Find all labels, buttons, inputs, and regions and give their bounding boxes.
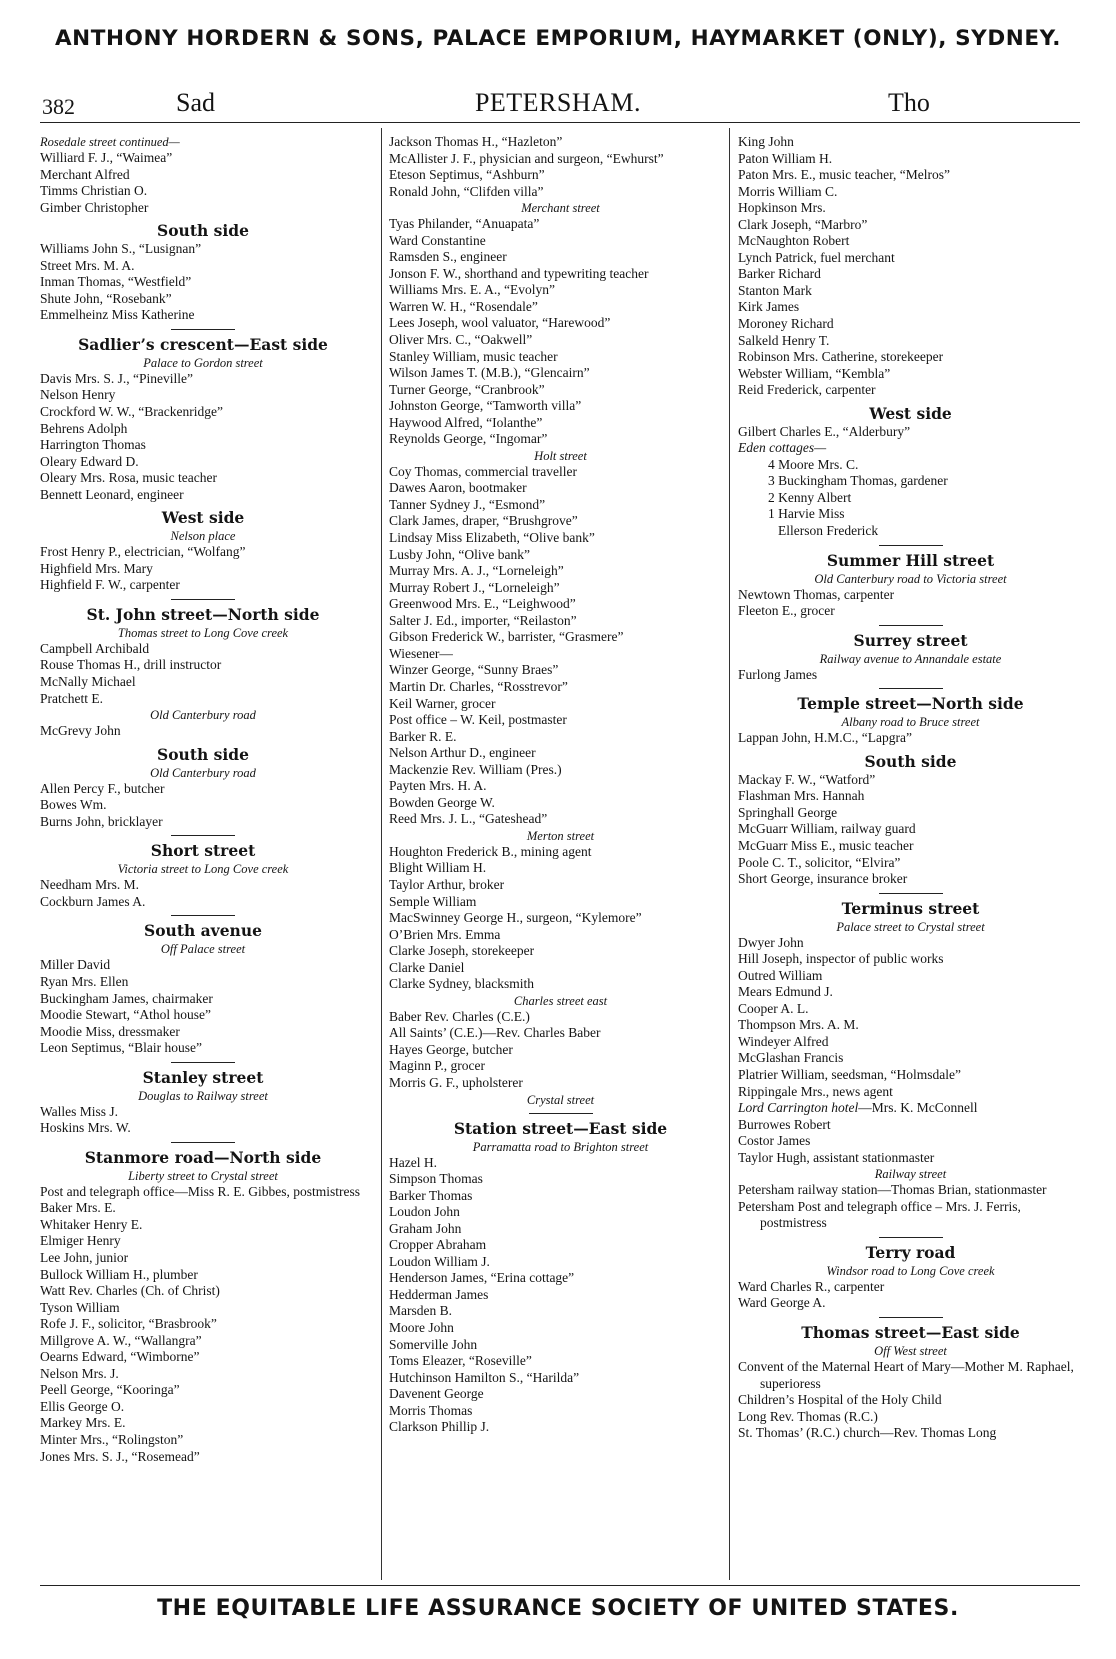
directory-entry: Stanley William, music teacher — [389, 348, 558, 364]
section-separator — [879, 625, 943, 626]
directory-entry: Merchant Alfred — [40, 166, 130, 182]
directory-entry: Moodie Stewart, “Athol house” — [40, 1007, 211, 1023]
directory-entry: Ellerson Frederick — [778, 523, 879, 539]
street-subheading: Holt street — [534, 448, 587, 463]
directory-entry: Rouse Thomas H., drill instructor — [40, 657, 222, 673]
directory-entry: Cockburn James A. — [40, 893, 146, 909]
directory-entry: Watt Rev. Charles (Ch. of Christ) — [40, 1283, 220, 1299]
directory-entry: Loudon William J. — [389, 1253, 490, 1269]
street-subheading: Palace to Gordon street — [143, 355, 263, 370]
street-subheading: Albany road to Bruce street — [841, 715, 980, 730]
directory-entry: Whitaker Henry E. — [40, 1216, 143, 1232]
directory-entry: McAllister J. F., physician and surgeon, “Ewhurst” — [389, 150, 664, 166]
directory-entry: Blight William H. — [389, 860, 487, 876]
directory-entry: Webster William, “Kembla” — [738, 365, 891, 381]
street-heading: Terry road — [865, 1242, 956, 1262]
directory-entry: Buckingham James, chairmaker — [40, 990, 213, 1006]
directory-entry: Ward George A. — [738, 1295, 826, 1311]
directory-entry: Needham Mrs. M. — [40, 877, 139, 893]
street-subheading: Off Palace street — [160, 942, 246, 957]
directory-entry: Winzer George, “Sunny Braes” — [389, 662, 559, 678]
directory-entry: Lord Carrington hotel—Mrs. K. McConnell — [738, 1100, 978, 1116]
directory-entry: Lusby John, “Olive bank” — [389, 546, 530, 562]
directory-entry: Highfield F. W., carpenter — [40, 577, 180, 593]
directory-entry: Outred William — [738, 967, 823, 983]
directory-entry: Marsden B. — [389, 1303, 452, 1319]
directory-entry: Salter J. Ed., importer, “Reilaston” — [389, 612, 577, 628]
directory-entry: Moore John — [389, 1320, 454, 1335]
directory-entry: Clarke Daniel — [389, 959, 465, 975]
directory-entry: Shute John, “Rosebank” — [40, 290, 172, 306]
street-subheading: Railway avenue to Annandale estate — [819, 651, 1002, 666]
directory-entry: Barker Thomas — [389, 1187, 473, 1203]
street-subheading: Crystal street — [526, 1092, 595, 1107]
street-subheading: Merchant street — [521, 201, 600, 216]
street-subheading: Douglas to Railway street — [138, 1088, 268, 1103]
directory-entry: Toms Eleazer, “Roseville” — [389, 1353, 532, 1369]
directory-entry: Clarke Sydney, blacksmith — [389, 976, 534, 992]
directory-entry: Henderson James, “Erina cottage” — [389, 1270, 575, 1286]
directory-entry: Lappan John, H.M.C., “Lapgra” — [738, 730, 912, 746]
directory-entry: Moroney Richard — [738, 316, 834, 332]
directory-entry: Post office – W. Keil, postmaster — [389, 712, 567, 728]
directory-entry: Salkeld Henry T. — [738, 332, 830, 348]
directory-entry: Ronald John, “Clifden villa” — [389, 183, 544, 199]
directory-entry: Oleary Mrs. Rosa, music teacher — [40, 470, 217, 486]
directory-entry: Platrier William, seedsman, “Holmsdale” — [738, 1066, 962, 1082]
locality-heading: PETERSHAM. — [474, 88, 642, 117]
street-heading: Station street—East side — [453, 1118, 668, 1138]
section-separator — [171, 915, 235, 916]
directory-entry: Cropper Abraham — [389, 1237, 487, 1253]
directory-entry: Cooper A. L. — [738, 1000, 809, 1016]
directory-entry: Baber Rev. Charles (C.E.) — [389, 1008, 530, 1024]
directory-entry: Timms Christian O. — [40, 183, 148, 199]
street-subheading: Old Canterbury road — [150, 765, 256, 780]
directory-entry: Murray Mrs. A. J., “Lorneleigh” — [389, 563, 564, 579]
section-separator — [879, 1317, 943, 1318]
directory-entry: Murray Robert J., “Lorneleigh” — [389, 579, 560, 595]
directory-entry: Tanner Sydney J., “Esmond” — [389, 496, 546, 512]
directory-entry: Thompson Mrs. A. M. — [738, 1017, 859, 1033]
section-separator — [529, 1113, 593, 1114]
directory-entry: Reynolds George, “Ingomar” — [389, 431, 548, 447]
directory-entry: Ward Charles R., carpenter — [738, 1278, 885, 1294]
directory-entry: Rofe J. F., solicitor, “Brasbrook” — [40, 1316, 217, 1332]
directory-entry: Taylor Hugh, assistant stationmaster — [738, 1149, 935, 1165]
section-separator — [171, 329, 235, 330]
street-subheading: Railway street — [874, 1167, 947, 1182]
directory-entry: Oearns Edward, “Wimborne” — [40, 1349, 200, 1365]
directory-entry: Dwyer John — [738, 934, 804, 950]
directory-entry: Markey Mrs. E. — [40, 1415, 126, 1431]
street-heading: St. John street—North side — [86, 604, 320, 624]
street-subheading: Windsor road to Long Cove creek — [826, 1263, 995, 1278]
directory-entry: Clark Joseph, “Marbro” — [738, 216, 868, 232]
directory-entry: Morris William C. — [738, 183, 838, 199]
directory-entry: Nelson Arthur D., engineer — [389, 745, 536, 761]
directory-entry: Gimber Christopher — [40, 199, 149, 215]
directory-entry: Taylor Arthur, broker — [389, 876, 505, 892]
directory-entry: Bowes Wm. — [40, 797, 107, 813]
range-end-guideword: Tho — [888, 88, 930, 117]
street-heading: Surrey street — [853, 630, 968, 650]
directory-column-1 — [40, 134, 366, 1465]
directory-entry: Turner George, “Cranbrook” — [389, 381, 545, 397]
directory-entry: Paton Mrs. E., music teacher, “Melros” — [738, 167, 951, 183]
directory-entry: Paton William H. — [738, 150, 833, 166]
directory-entry: Allen Percy F., butcher — [40, 780, 165, 796]
directory-entry: Inman Thomas, “Westfield” — [40, 274, 192, 290]
directory-entry: Pratchett E. — [40, 690, 103, 706]
street-subheading: Old Canterbury road to Victoria street — [814, 571, 1007, 586]
section-separator — [171, 1062, 235, 1063]
directory-entry: Davenent George — [389, 1386, 484, 1402]
directory-entry: Windeyer Alfred — [738, 1033, 829, 1049]
directory-entry: McGrevy John — [40, 723, 121, 739]
directory-entry: Children’s Hospital of the Holy Child — [738, 1392, 942, 1408]
directory-entry: Behrens Adolph — [40, 420, 128, 436]
directory-entry: 3 Buckingham Thomas, gardener — [768, 473, 948, 489]
directory-entry: Clark James, draper, “Brushgrove” — [389, 513, 578, 529]
directory-column-3 — [738, 134, 1083, 1442]
directory-entry: Short George, insurance broker — [738, 871, 908, 887]
street-heading: South side — [157, 221, 249, 241]
directory-entry: Convent of the Maternal Heart of Mary—Mother M. Raphael, superioress — [738, 1358, 1074, 1391]
directory-entry: Mears Edmund J. — [738, 984, 833, 1000]
street-heading: Thomas street—East side — [801, 1322, 1020, 1342]
street-heading: South side — [157, 744, 249, 764]
directory-entry: Oleary Edward D. — [40, 453, 139, 469]
street-heading: Terminus street — [841, 898, 980, 918]
directory-entry: Nelson Henry — [40, 387, 116, 403]
directory-entry: Payten Mrs. H. A. — [389, 778, 487, 794]
directory-entry: St. Thomas’ (R.C.) church—Rev. Thomas Long — [738, 1425, 997, 1441]
directory-entry: 1 Harvie Miss — [768, 506, 845, 522]
directory-entry: Bullock William H., plumber — [40, 1266, 198, 1282]
directory-entry: Hoskins Mrs. W. — [40, 1120, 131, 1136]
directory-entry: Jackson Thomas H., “Hazleton” — [389, 134, 563, 149]
directory-entry: McGuarr Miss E., music teacher — [738, 837, 914, 853]
directory-entry: Frost Henry P., electrician, “Wolfang” — [40, 544, 246, 560]
header-rule — [40, 122, 1080, 123]
directory-entry: Simpson Thomas — [389, 1171, 483, 1187]
directory-entry: McGlashan Francis — [738, 1050, 844, 1066]
page-number: 382 — [42, 94, 75, 119]
directory-entry: Campbell Archibald — [40, 640, 150, 656]
directory-entry: Petersham railway station—Thomas Brian, stationmaster — [738, 1182, 1047, 1198]
directory-entry: Morris Thomas — [389, 1402, 473, 1418]
directory-entry: Lee John, junior — [40, 1249, 129, 1265]
directory-entry: Clarke Joseph, storekeeper — [389, 943, 535, 959]
directory-entry: Haywood Alfred, “Iolanthe” — [389, 414, 543, 430]
directory-entry: Kirk James — [738, 299, 800, 315]
street-subheading: Thomas street to Long Cove creek — [117, 625, 289, 640]
directory-entry: Poole C. T., solicitor, “Elvira” — [738, 854, 901, 870]
directory-entry: Lynch Patrick, fuel merchant — [738, 249, 895, 265]
directory-entry: Eteson Septimus, “Ashburn” — [389, 167, 545, 183]
section-separator — [879, 688, 943, 689]
street-heading: Stanmore road—North side — [84, 1147, 322, 1167]
directory-entry: Semple William — [389, 893, 477, 909]
directory-entry: Greenwood Mrs. E., “Leighwood” — [389, 596, 576, 612]
directory-entry: Petersham Post and telegraph office – Mrs. J. Ferris, postmistress — [738, 1198, 1021, 1231]
directory-entry: Williams John S., “Lusignan” — [40, 241, 202, 257]
street-subheading: Liberty street to Crystal street — [128, 1168, 278, 1183]
street-heading: South side — [864, 751, 957, 771]
directory-entry: Burns John, bricklayer — [40, 813, 163, 829]
directory-entry: Furlong James — [738, 666, 818, 682]
directory-entry: Davis Mrs. S. J., “Pineville” — [40, 370, 193, 386]
directory-entry: Hutchinson Hamilton S., “Harilda” — [389, 1369, 580, 1385]
directory-entry: Hedderman James — [389, 1286, 489, 1302]
directory-entry: Elmiger Henry — [40, 1233, 121, 1249]
directory-entry: Jonson F. W., shorthand and typewriting teacher — [389, 265, 649, 281]
directory-entry: Graham John — [389, 1220, 462, 1236]
directory-entry: MacSwinney George H., surgeon, “Kylemore” — [389, 910, 642, 926]
directory-entry: Baker Mrs. E. — [40, 1200, 116, 1216]
directory-entry: Peell George, “Kooringa” — [40, 1382, 180, 1398]
directory-entry: Millgrove A. W., “Wallangra” — [40, 1332, 202, 1348]
directory-entry: Crockford W. W., “Brackenridge” — [40, 404, 223, 420]
directory-entry: All Saints’ (C.E.)—Rev. Charles Baber — [389, 1025, 601, 1041]
directory-entry: King John — [738, 134, 794, 149]
directory-entry: Reed Mrs. J. L., “Gateshead” — [389, 811, 548, 827]
directory-entry: Williard F. J., “Waimea” — [40, 150, 173, 165]
directory-entry: Moodie Miss, dressmaker — [40, 1023, 180, 1039]
directory-entry: Leon Septimus, “Blair house” — [40, 1040, 202, 1056]
directory-entry: Jones Mrs. S. J., “Rosemead” — [40, 1448, 200, 1464]
directory-entry: Loudon John — [389, 1204, 460, 1220]
directory-column-2 — [389, 134, 732, 1436]
column-divider — [381, 128, 382, 1580]
street-subheading: Rosedale street continued— — [40, 135, 180, 149]
directory-entry: McGuarr William, railway guard — [738, 821, 916, 837]
directory-entry: Harrington Thomas — [40, 437, 146, 453]
directory-entry: Gibson Frederick W., barrister, “Grasmere” — [389, 629, 624, 645]
directory-entry: Emmelheinz Miss Katherine — [40, 307, 195, 323]
directory-entry: Post and telegraph office—Miss R. E. Gibbes, postmistress — [40, 1183, 360, 1199]
directory-subgroup: Eden cottages— — [738, 440, 827, 456]
directory-entry: McNally Michael — [40, 674, 136, 690]
directory-entry: 2 Kenny Albert — [768, 489, 852, 505]
directory-entry: Hayes George, butcher — [389, 1041, 513, 1057]
street-subheading: Off West street — [874, 1343, 947, 1358]
directory-entry: Hill Joseph, inspector of public works — [738, 951, 944, 967]
directory-entry: Robinson Mrs. Catherine, storekeeper — [738, 349, 944, 365]
directory-entry: Lees Joseph, wool valuator, “Harewood” — [389, 315, 611, 331]
directory-entry: Houghton Frederick B., mining agent — [389, 843, 592, 859]
directory-entry: Bowden George W. — [389, 794, 495, 810]
directory-entry: Long Rev. Thomas (R.C.) — [738, 1408, 878, 1424]
directory-entry: 4 Moore Mrs. C. — [768, 456, 859, 472]
street-heading: South avenue — [144, 921, 262, 941]
street-subheading: Charles street east — [513, 993, 608, 1008]
column-divider — [729, 128, 730, 1580]
directory-entry: Fleeton E., grocer — [738, 603, 835, 619]
directory-entry: Coy Thomas, commercial traveller — [389, 463, 577, 479]
directory-entry: Tyson William — [40, 1299, 120, 1315]
directory-entry: Ellis George O. — [40, 1398, 125, 1414]
directory-entry: Stanton Mark — [738, 282, 812, 298]
directory-entry: Gilbert Charles E., “Alderbury” — [738, 423, 911, 439]
section-separator — [171, 835, 235, 836]
directory-entry: Martin Dr. Charles, “Rosstrevor” — [389, 678, 568, 694]
directory-entry: Somerville John — [389, 1336, 478, 1352]
directory-entry: O’Brien Mrs. Emma — [389, 926, 501, 942]
directory-entry: Hazel H. — [389, 1154, 437, 1170]
directory-entry: Mackenzie Rev. William (Pres.) — [389, 761, 562, 777]
directory-entry: Walles Miss J. — [40, 1103, 119, 1119]
directory-entry: Barker Richard — [738, 266, 821, 282]
directory-entry: Rippingale Mrs., news agent — [738, 1083, 893, 1099]
street-subheading: Merton street — [526, 828, 595, 843]
street-subheading: Palace street to Crystal street — [836, 919, 985, 934]
directory-entry: Morris G. F., upholsterer — [389, 1074, 523, 1090]
street-subheading: Nelson place — [170, 529, 236, 544]
street-subheading: Victoria street to Long Cove creek — [117, 862, 289, 877]
directory-entry: Keil Warner, grocer — [389, 695, 496, 711]
street-heading: Temple street—North side — [797, 694, 1024, 714]
directory-entry: Johnston George, “Tamworth villa” — [389, 398, 582, 414]
directory-entry: Barker R. E. — [389, 728, 457, 744]
directory-entry: Dawes Aaron, bootmaker — [389, 480, 527, 496]
directory-entry: Costor James — [738, 1133, 811, 1149]
directory-entry: Tyas Philander, “Anuapata” — [389, 216, 540, 232]
street-subheading: Old Canterbury road — [150, 708, 256, 723]
directory-entry: Wiesener— — [389, 645, 453, 661]
directory-entry: Hopkinson Mrs. — [738, 200, 826, 216]
street-heading: Short street — [150, 841, 256, 861]
page-footer-advert: THE EQUITABLE LIFE ASSURANCE SOCIETY OF UNITED STATES. — [157, 1596, 959, 1621]
footer-rule — [40, 1585, 1080, 1586]
section-separator — [879, 893, 943, 894]
street-heading: West side — [869, 403, 952, 423]
directory-entry: Bennett Leonard, engineer — [40, 486, 184, 502]
directory-entry: Minter Mrs., “Rolingston” — [40, 1431, 184, 1447]
directory-entry: Clarkson Phillip J. — [389, 1419, 490, 1435]
directory-entry: Miller David — [40, 957, 111, 973]
directory-entry: Maginn P., grocer — [389, 1058, 485, 1074]
directory-entry: Reid Frederick, carpenter — [738, 382, 876, 398]
section-separator — [171, 599, 235, 600]
page-banner: ANTHONY HORDERN & SONS, PALACE EMPORIUM, HAYMARKET (ONLY), SYDNEY. — [54, 26, 1062, 51]
directory-entry: Warren W. H., “Rosendale” — [389, 298, 538, 314]
directory-entry: Ward Constantine — [389, 232, 486, 248]
directory-entry: Flashman Mrs. Hannah — [738, 788, 865, 804]
section-separator — [879, 545, 943, 546]
directory-entry: Street Mrs. M. A. — [40, 257, 135, 273]
directory-entry: Newtown Thomas, carpenter — [738, 586, 895, 602]
street-heading: Sadlier’s crescent—East side — [78, 334, 328, 354]
section-separator — [879, 1237, 943, 1238]
street-subheading: Parramatta road to Brighton street — [472, 1139, 649, 1154]
street-heading: West side — [161, 508, 245, 528]
directory-entry: Lindsay Miss Elizabeth, “Olive bank” — [389, 530, 595, 546]
directory-entry: Nelson Mrs. J. — [40, 1365, 119, 1381]
street-heading: Summer Hill street — [826, 550, 995, 570]
directory-entry: Burrowes Robert — [738, 1116, 831, 1132]
directory-entry: Oliver Mrs. C., “Oakwell” — [389, 332, 533, 348]
directory-entry: Springhall George — [738, 804, 838, 820]
directory-entry: Mackay F. W., “Watford” — [738, 771, 876, 787]
directory-entry: McNaughton Robert — [738, 233, 850, 249]
range-start-guideword: Sad — [176, 88, 215, 117]
directory-entry: Ramsden S., engineer — [389, 249, 507, 265]
directory-entry: Highfield Mrs. Mary — [40, 560, 153, 576]
directory-entry: Ryan Mrs. Ellen — [40, 973, 129, 989]
section-separator — [171, 1142, 235, 1143]
street-heading: Stanley street — [142, 1067, 264, 1087]
directory-entry: Wilson James T. (M.B.), “Glencairn” — [389, 365, 590, 381]
directory-entry: Williams Mrs. E. A., “Evolyn” — [389, 282, 555, 298]
